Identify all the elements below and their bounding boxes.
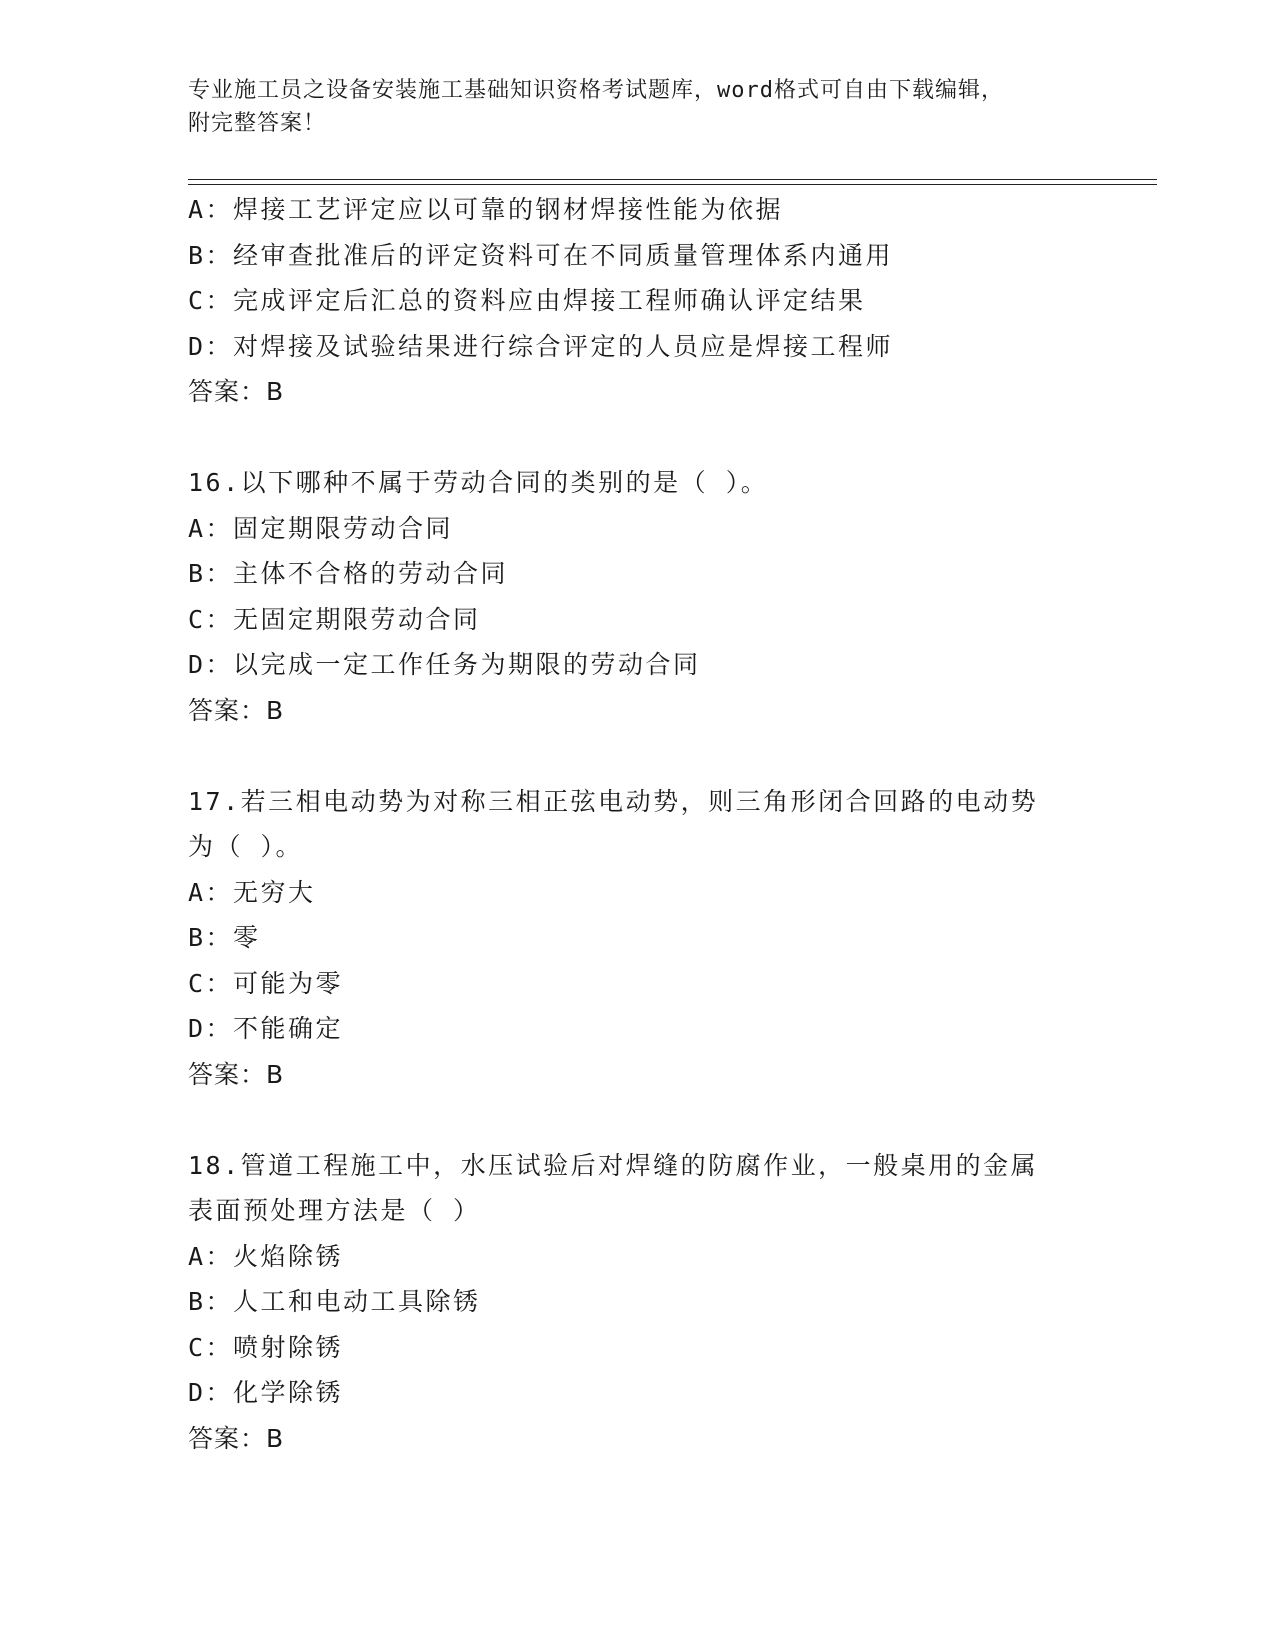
option-c: C：完成评定后汇总的资料应由焊接工程师确认评定结果 bbox=[188, 286, 866, 315]
header-line-1: 专业施工员之设备安装施工基础知识资格考试题库，word格式可自由下载编辑， bbox=[188, 78, 1004, 103]
question-15 bbox=[188, 187, 1088, 415]
question-18 bbox=[188, 1143, 1088, 1462]
question-17 bbox=[188, 779, 1088, 1098]
option-b: B：经审查批准后的评定资料可在不同质量管理体系内通用 bbox=[188, 240, 894, 270]
question-stem-continued: 为（ ）。 bbox=[188, 832, 304, 861]
header-rule-bottom bbox=[188, 184, 1157, 185]
answer: 答案：B bbox=[188, 695, 285, 725]
option-c: C：喷射除锈 bbox=[188, 1332, 344, 1362]
answer: 答案：B bbox=[188, 1423, 285, 1453]
option-a: A：固定期限劳动合同 bbox=[188, 513, 454, 543]
option-a: A：无穷大 bbox=[188, 877, 316, 907]
option-a: A：火焰除锈 bbox=[188, 1241, 344, 1271]
question-list bbox=[188, 187, 1088, 1461]
option-a: A：焊接工艺评定应以可靠的钢材焊接性能为依据 bbox=[188, 195, 784, 224]
option-d: D：化学除锈 bbox=[188, 1378, 344, 1407]
header-rule-top bbox=[188, 179, 1157, 180]
question-stem: 16.以下哪种不属于劳动合同的类别的是（ ）。 bbox=[188, 468, 769, 497]
spacer bbox=[188, 1097, 1088, 1143]
option-b: B：人工和电动工具除锈 bbox=[188, 1287, 481, 1316]
spacer bbox=[188, 733, 1088, 779]
question-stem-continued: 表面预处理方法是（ ） bbox=[188, 1196, 481, 1225]
option-d: D：对焊接及试验结果进行综合评定的人员应是焊接工程师 bbox=[188, 331, 894, 361]
header-line-2: 附完整答案！ bbox=[188, 111, 327, 136]
document-header bbox=[188, 74, 1088, 140]
option-d: D：以完成一定工作任务为期限的劳动合同 bbox=[188, 650, 701, 679]
question-stem: 17.若三相电动势为对称三相正弦电动势，则三角形闭合回路的电动势 bbox=[188, 786, 1039, 816]
option-c: C：无固定期限劳动合同 bbox=[188, 604, 481, 634]
option-b: B：零 bbox=[188, 923, 261, 952]
option-b: B：主体不合格的劳动合同 bbox=[188, 559, 509, 588]
answer: 答案：B bbox=[188, 377, 285, 406]
question-stem: 18.管道工程施工中，水压试验后对焊缝的防腐作业，一般桌用的金属 bbox=[188, 1150, 1039, 1180]
question-16 bbox=[188, 460, 1088, 733]
spacer bbox=[188, 415, 1088, 461]
answer: 答案：B bbox=[188, 1059, 285, 1089]
option-c: C：可能为零 bbox=[188, 968, 344, 998]
option-d: D：不能确定 bbox=[188, 1014, 344, 1043]
